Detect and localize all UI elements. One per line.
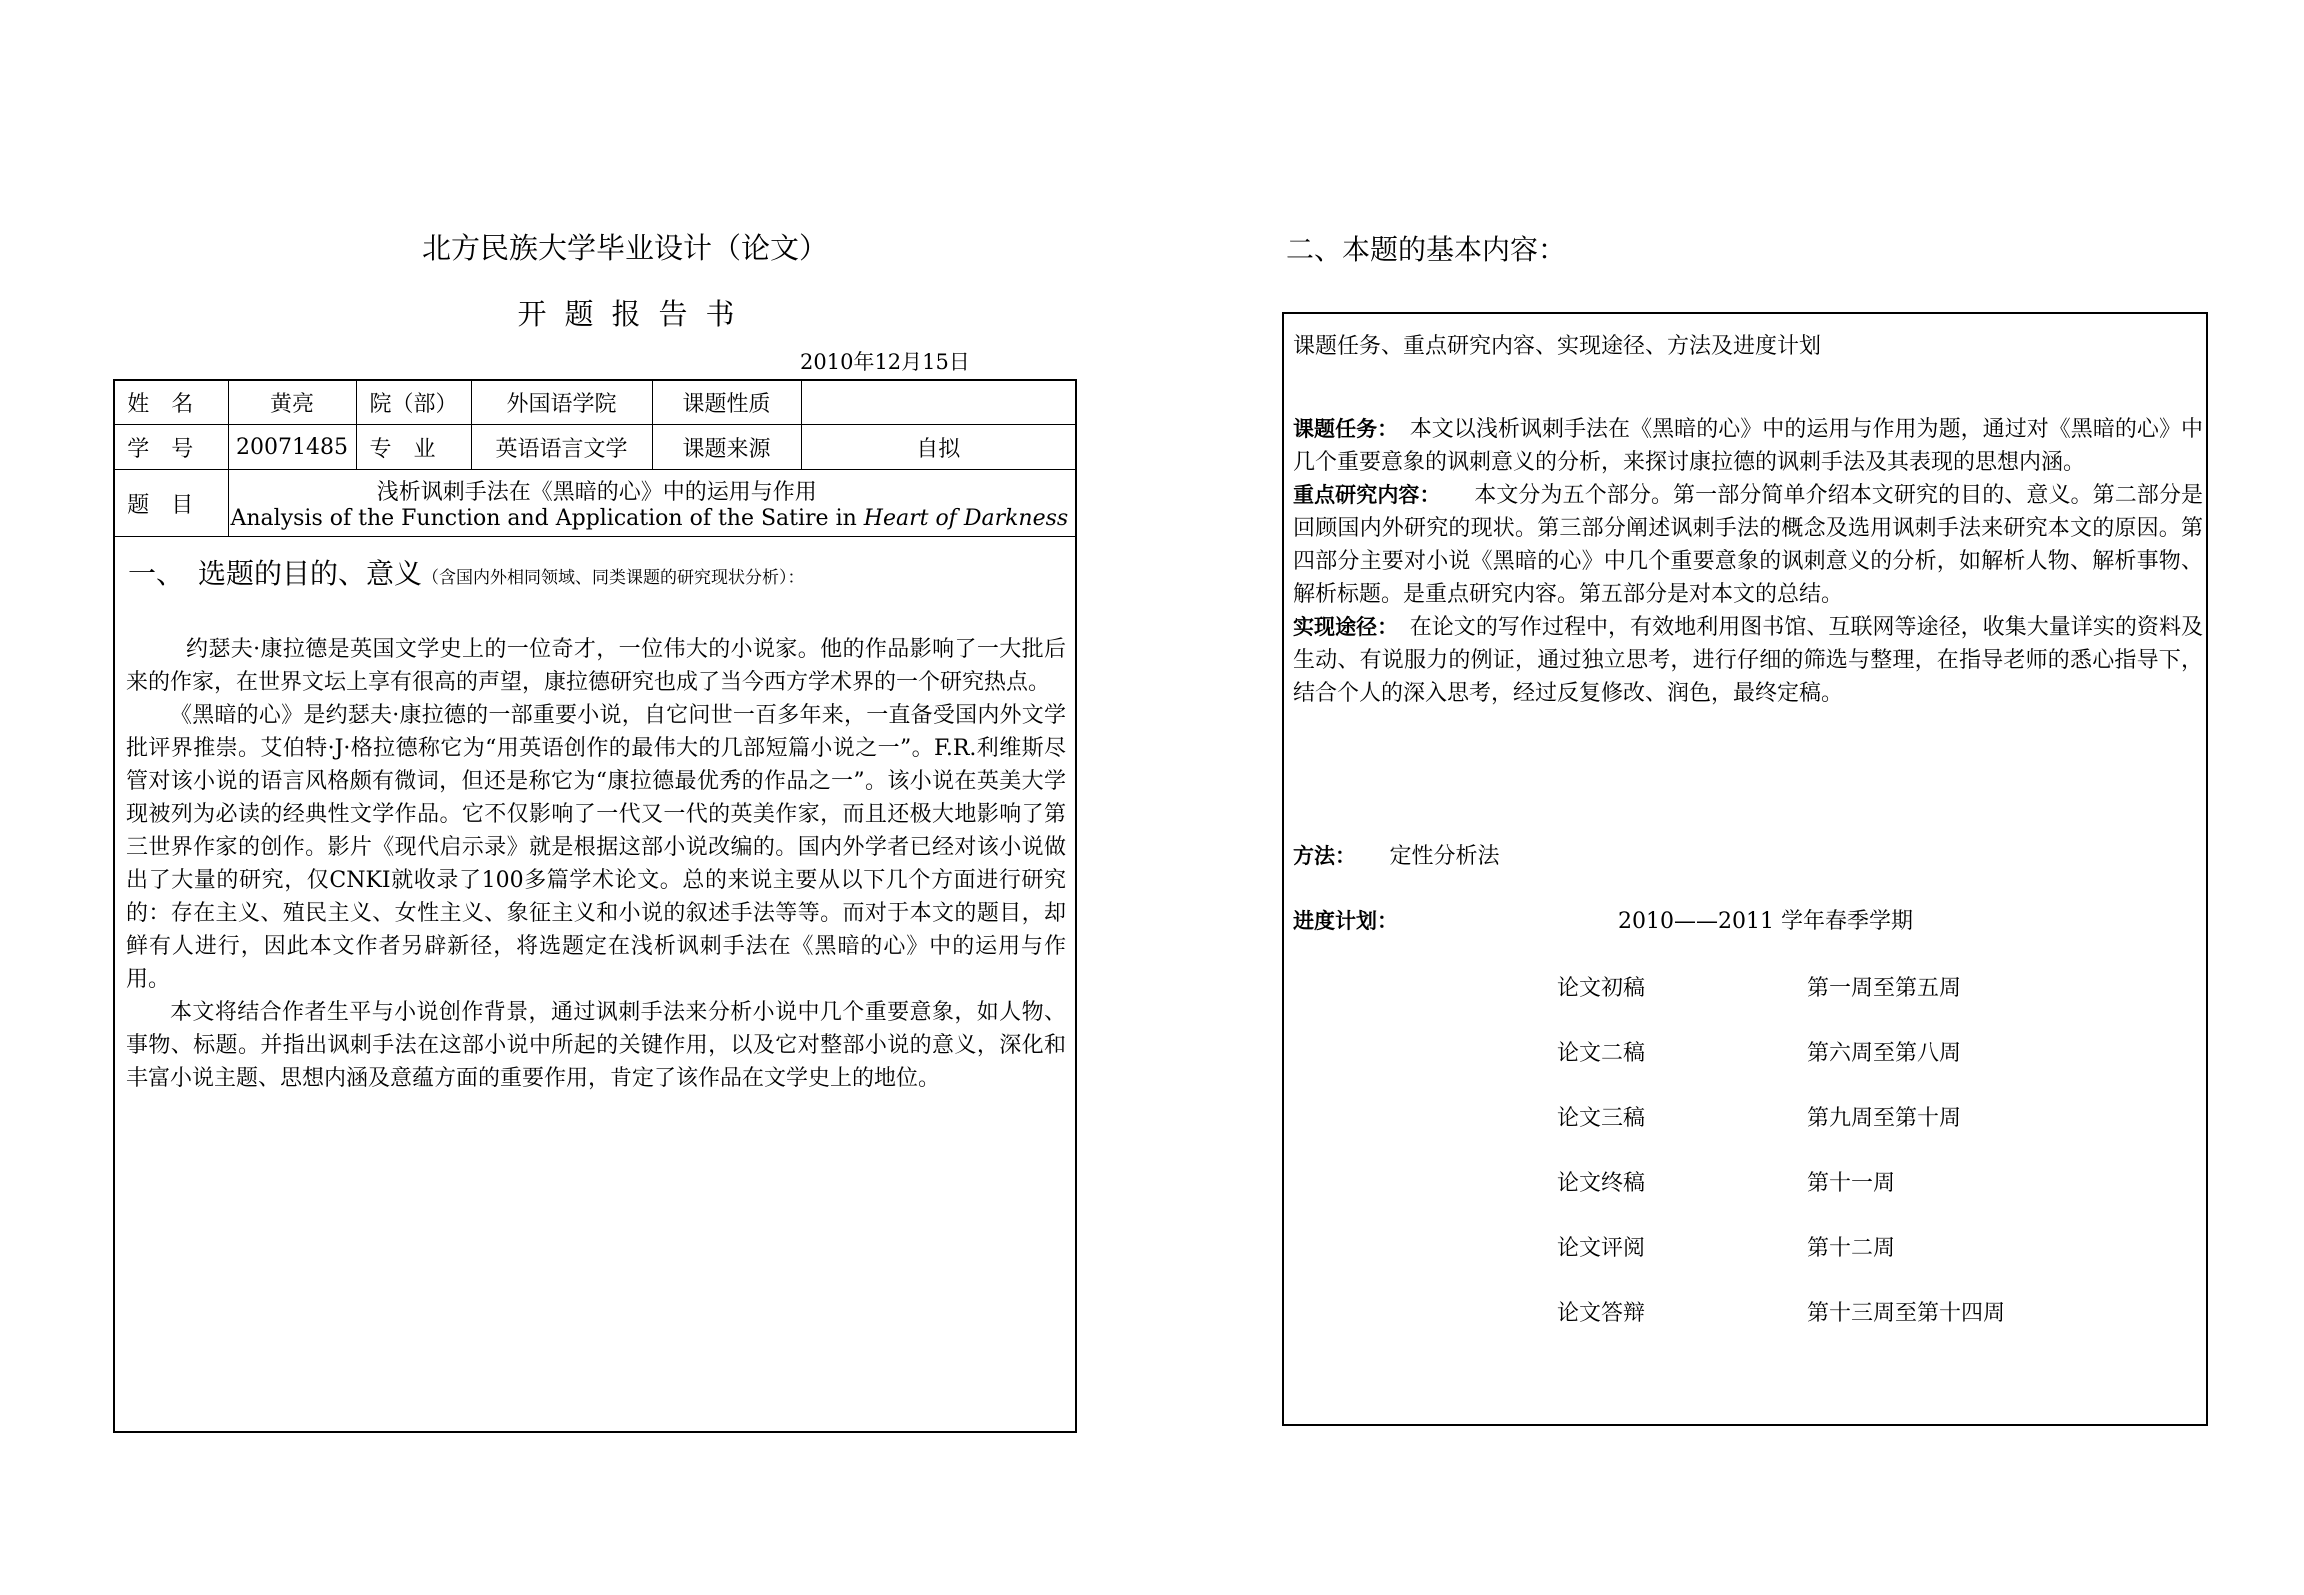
section2-heading: 二、本题的基本内容： [1286,233,1567,266]
major-value: 英语语言文学 [471,425,652,470]
plan-label [1293,905,1398,938]
section1-body [126,633,1066,1095]
document-subtitle: 开题报告书 [517,297,753,331]
nature-value [801,381,1075,425]
schedule-weeks: 第十一周 [1807,1171,1896,1196]
method-label: 方法： [1293,844,1346,868]
topic-english [229,506,1076,531]
schedule-weeks: 第十二周 [1807,1236,1896,1261]
plan-term: 2010——2011 学年春季学期 [1618,909,1913,934]
section2-box-heading: 课题任务、重点研究内容、实现途径、方法及进度计划 [1293,334,1822,359]
schedule-weeks: 第十三周至第十四周 [1807,1301,2006,1326]
approach-text: 在论文的写作过程中，有效地利用图书馆、互联网等途径，收集大量详实的资料及生动、有说服力的例证，通过独立思考，进行仔细的筛选与整理，在指导老师的悉心指导下，结合个人的深入思考，经过反复修改、润色，最终定稿。 [1293,615,2203,706]
schedule-weeks: 第一周至第五周 [1807,976,1962,1001]
topic-english-text: Analysis of the Function and Application of the Satire in [230,506,864,531]
topic-chinese: 浅析讽刺手法在《黑暗的心》中的运用与作用 [376,480,817,505]
approach-paragraph [1293,611,2203,710]
plan-label-text: 进度计划： [1293,909,1398,933]
name-label: 姓名 [115,381,228,425]
id-value: 20071485 [228,425,356,470]
document-title: 北方民族大学毕业设计（论文） [421,231,828,265]
schedule-stage: 论文初稿 [1557,976,1646,1001]
schedule-stage: 论文二稿 [1557,1041,1646,1066]
focus-text: 本文分为五个部分。第一部分简单介绍本文研究的目的、意义。第二部分是回顾国内外研究的现状。第三部分阐述讽刺手法的概念及选用讽刺手法来研究本文的原因。第四部分主要对小说《黑暗的心》中几个重要意象的讽刺意义的分析，如解析人物、解析事物、解析标题。是重点研究内容。第五部分是对本文的总结。 [1293,483,2203,607]
task-label: 课题任务： [1293,417,1388,441]
topic-label: 题目 [115,470,228,537]
method-text: 定性分析法 [1389,844,1500,869]
dept-value: 外国语学院 [471,381,652,425]
schedule-stage: 论文三稿 [1557,1106,1646,1131]
schedule-stage: 论文答辩 [1557,1301,1646,1326]
section1-heading-text: 一、 选题的目的、意义 [128,557,423,590]
section1-heading [128,552,805,592]
topic-cell [228,470,1075,537]
section1-paragraph: 本文将结合作者生平与小说创作背景，通过讽刺手法来分析小说中几个重要意象，如人物、事物、标题。并指出讽刺手法在这部小说中所起的关键作用，以及它对整部小说的意义，深化和丰富小说主题、思想内涵及意蕴方面的重要作用，肯定了该作品在文学史上的地位。 [126,1000,1066,1091]
focus-paragraph [1293,479,2203,611]
schedule-stage: 论文评阅 [1557,1236,1646,1261]
task-text: 本文以浅析讽刺手法在《黑暗的心》中的运用与作用为题，通过对《黑暗的心》中几个重要意象的讽刺意义的分析，来探讨康拉德的讽刺手法及其表现的思想内涵。 [1293,417,2203,475]
task-paragraph [1293,413,2203,479]
section1-paragraph: 约瑟夫·康拉德是英国文学史上的一位奇才，一位伟大的小说家。他的作品影响了一大批后来的作家，在世界文坛上享有很高的声望，康拉德研究也成了当今西方学术界的一个研究热点。 [126,637,1066,695]
section1-heading-note: （含国内外相同领域、同类课题的研究现状分析）： [422,568,805,588]
id-label: 学号 [115,425,228,470]
topic-english-italic: Heart of Darkness [863,506,1069,531]
schedule-weeks: 第六周至第八周 [1807,1041,1962,1066]
method-line [1293,840,1500,873]
schedule-stage: 论文终稿 [1557,1171,1646,1196]
section1-paragraph: 《黑暗的心》是约瑟夫·康拉德的一部重要小说，自它问世一百多年来，一直备受国内外文学批评界推崇。艾伯特·J·格拉德称它为“用英语创作的最伟大的几部短篇小说之一”。F.R.利维斯尽管对该小说的语言风格颇有微词，但还是称它为“康拉德最优秀的作品之一”。该小说在英美大学现被列为必读的经典性文学作品。它不仅影响了一代又一代的英美作家，而且还极大地影响了第三世界作家的创作。影片《现代启示录》就是根据这部小说改编的。国内外学者已经对该小说做出了大量的研究，仅CNKI就收录了100多篇学术论文。总的来说主要从以下几个方面进行研究的：存在主义、殖民主义、女性主义、象征主义和小说的叙述手法等等。而对于本文的题目，却鲜有人进行，因此本文作者另辟新径，将选题定在浅析讽刺手法在《黑暗的心》中的运用与作用。 [126,703,1066,992]
focus-label: 重点研究内容： [1293,483,1431,507]
report-date: 2010年12月15日 [800,350,970,374]
source-value: 自拟 [801,425,1075,470]
student-info-table [115,381,1075,537]
source-label: 课题来源 [652,425,801,470]
schedule-weeks: 第九周至第十周 [1807,1106,1962,1131]
approach-label: 实现途径： [1293,615,1388,639]
section2-body [1293,413,2203,710]
name-value: 黄亮 [228,381,356,425]
nature-label: 课题性质 [652,381,801,425]
major-label: 专业 [356,425,471,470]
dept-label: 院（部） [356,381,471,425]
